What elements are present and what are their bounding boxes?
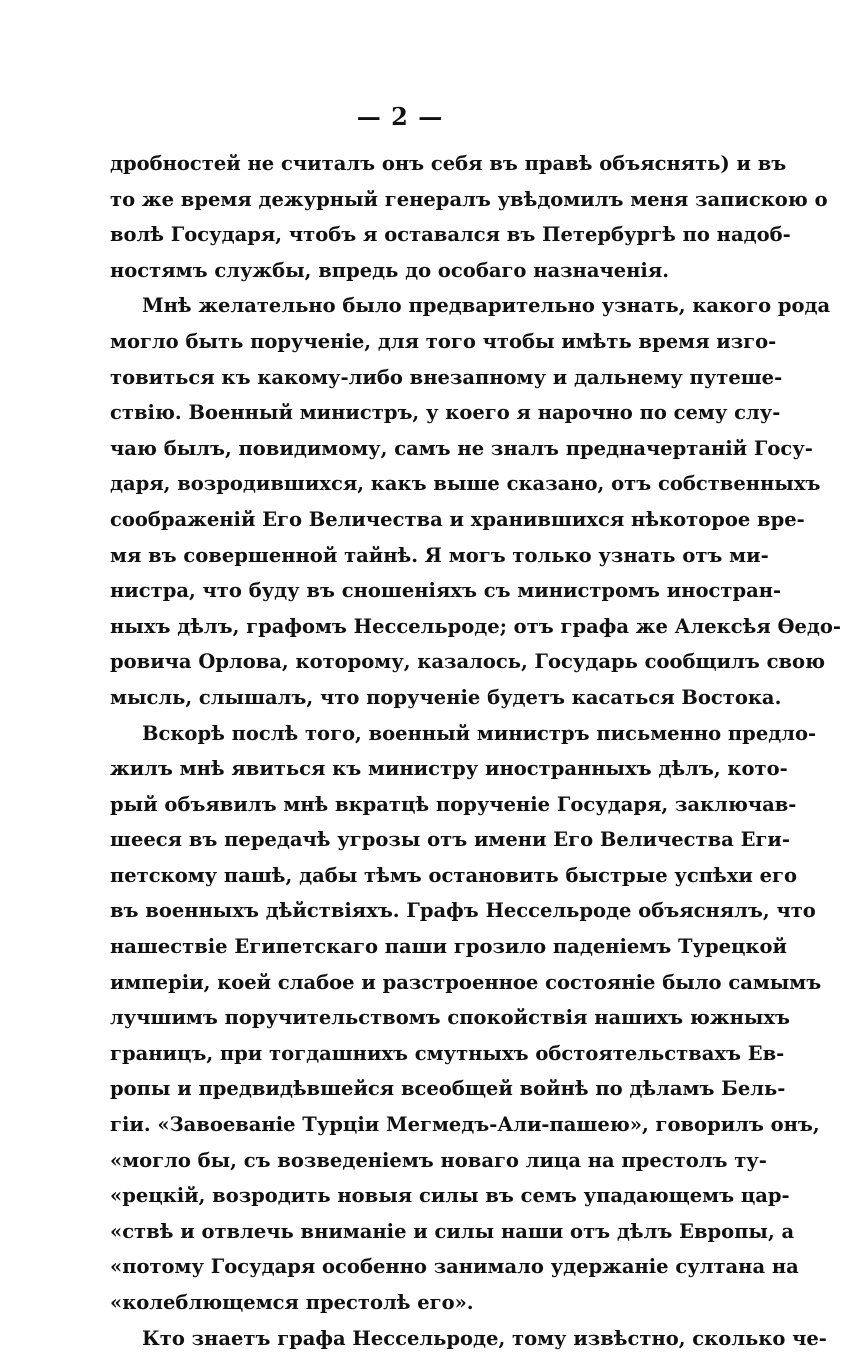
text-line: ровича Орлова, которому, казалось, Государь сообщилъ свою <box>110 650 826 674</box>
text-line: даря, возродившихся, какъ выше сказано, отъ собственныхъ <box>110 472 821 496</box>
text-line: нистра, что буду въ сношеніяхъ съ министромъ иностран- <box>110 579 782 603</box>
text-line: жилъ мнѣ явиться къ министру иностранныхъ дѣлъ, кото- <box>110 757 788 781</box>
page-number: — 2 — <box>356 102 444 131</box>
text-line: мысль, слышалъ, что порученіе будетъ касаться Востока. <box>110 685 782 709</box>
text-line: ропы и предвидѣвшейся всеобщей войнѣ по дѣламъ Бель- <box>110 1077 786 1101</box>
text-line: то же время дежурный генералъ увѣдомилъ меня запискою о <box>110 187 828 211</box>
text-line: границъ, при тогдашнихъ смутныхъ обстоятельствахъ Ев- <box>110 1041 785 1065</box>
text-line: въ военныхъ дѣйствіяхъ. Графъ Нессельроде объяснялъ, что <box>110 899 816 923</box>
text-line: товиться къ какому-либо внезапному и дальнему путеше- <box>110 365 783 389</box>
text-line: могло быть порученіе, для того чтобы имѣть время изго- <box>110 329 777 353</box>
text-line: «потому Государя особенно занимало удержаніе султана на <box>110 1255 799 1279</box>
text-line: лучшимъ поручительствомъ спокойствія нашихъ южныхъ <box>110 1006 791 1030</box>
text-line: «могло бы, съ возведеніемъ новаго лица на престолъ ту- <box>110 1148 767 1172</box>
text-line: соображеній Его Величества и хранившихся нѣкоторое вре- <box>110 507 805 531</box>
text-line: волѣ Государя, чтобъ я оставался въ Петербургѣ по надоб- <box>110 223 791 247</box>
text-line: «колеблющемся престолѣ его». <box>110 1291 474 1314</box>
text-line: Мнѣ желательно было предварительно узнать, какого рода <box>142 294 831 318</box>
text-line: рый объявилъ мнѣ вкратцѣ порученіе Государя, заключав- <box>110 792 797 816</box>
text-line: мя въ совершенной тайнѣ. Я могъ только узнать отъ ми- <box>110 543 769 567</box>
text-line: Кто знаетъ графа Нессельроде, тому извѣстно, сколько че- <box>142 1326 827 1350</box>
text-line: ныхъ дѣлъ, графомъ Нессельроде; отъ графа же Алексѣя Ѳедо- <box>110 614 841 638</box>
text-line: дробностей не считалъ онъ себя въ правѣ объяснять) и въ <box>110 152 787 175</box>
text-line: ствію. Военный министръ, у коего я нарочно по сему слу- <box>110 401 781 425</box>
text-line: ностямъ службы, впредь до особаго назначенія. <box>110 258 670 282</box>
paragraph <box>110 1321 827 1356</box>
text-line: чаю былъ, повидимому, самъ не зналъ предначертаній Госу- <box>110 436 813 460</box>
paragraph <box>110 716 822 1321</box>
text-line: шееся въ передачѣ угрозы отъ имени Его Величества Еги- <box>110 828 790 852</box>
body-text <box>110 146 841 1356</box>
text-line: имперіи, коей слабое и разстроенное состояніе было самымъ <box>110 970 822 994</box>
text-line: «ствѣ и отвлечь вниманіе и силы наши отъ дѣлъ Европы, а <box>110 1219 795 1243</box>
text-line: Вскорѣ послѣ того, военный министръ письменно предло- <box>142 721 817 745</box>
text-line: нашествіе Египетскаго паши грозило паденіемъ Турецкой <box>110 935 787 959</box>
text-line: петскому пашѣ, дабы тѣмъ остановить быстрые успѣхи его <box>110 863 798 887</box>
paragraph <box>110 288 841 715</box>
text-line: «рецкій, возродить новыя силы въ семъ упадающемъ цар- <box>110 1184 790 1208</box>
text-line: гіи. «Завоеваніе Турціи Мегмедъ-Али-пашею», говорилъ онъ, <box>110 1113 820 1137</box>
paragraph <box>110 146 828 288</box>
